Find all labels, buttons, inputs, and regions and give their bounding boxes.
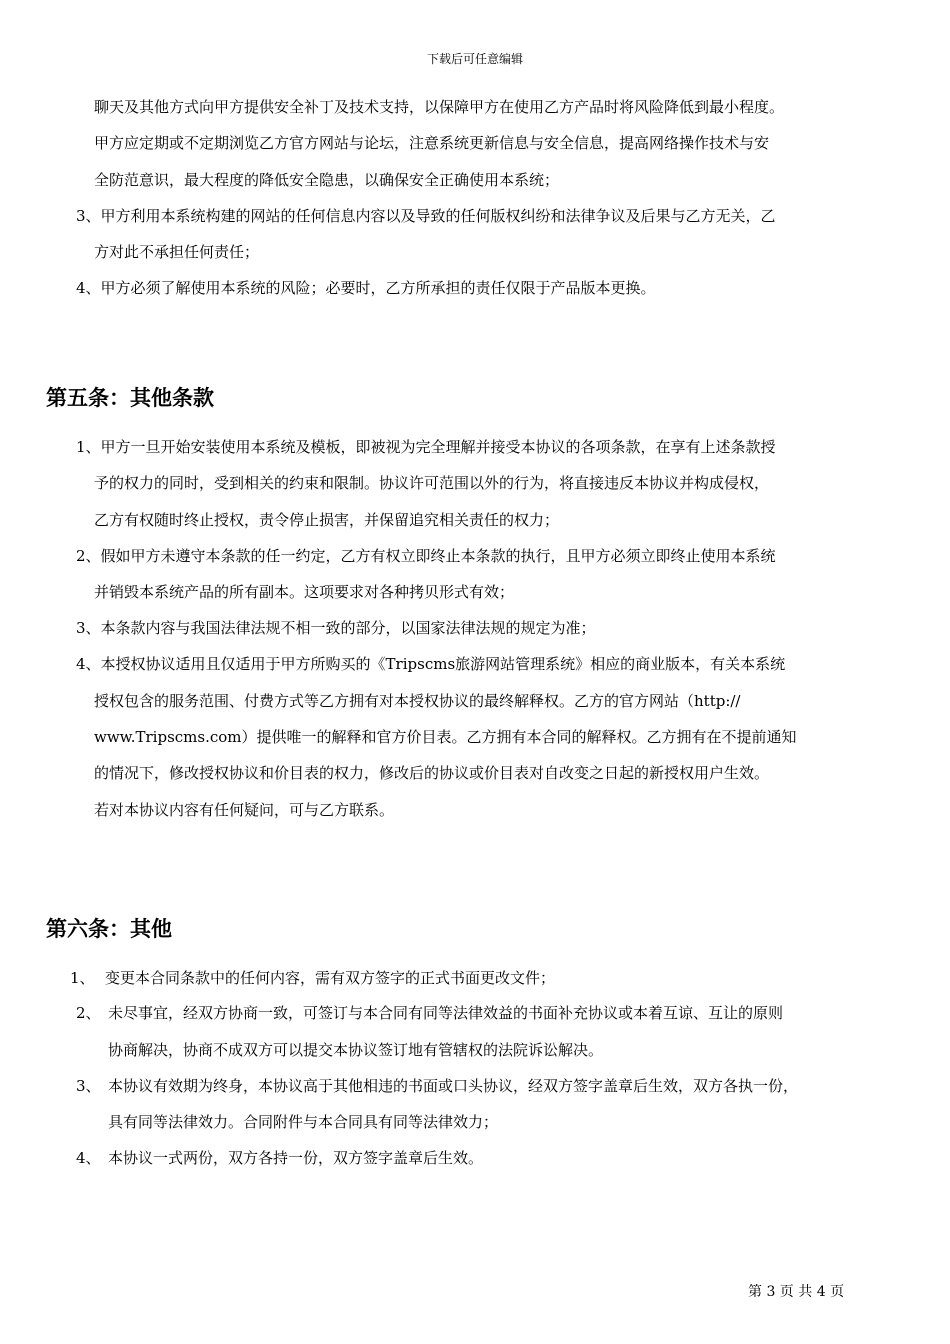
page-number: 第 3 页 共 4 页 xyxy=(748,1284,845,1300)
section-6-item-3: 本协议有效期为终身，本协议高于其他相违的书面或口头协议，经双方签字盖章后生效，双方各执一份， xyxy=(108,1077,799,1095)
section-6-item-2-number: 2、 xyxy=(76,1004,101,1022)
section-6-item-2: 未尽事宜，经双方协商一致，可签订与本合同有同等法律效益的书面补充协议或本着互谅、互让的原则 xyxy=(108,1004,784,1022)
section-6-item-3-cont: 具有同等法律效力。合同附件与本合同具有同等法律效力； xyxy=(108,1113,499,1131)
section-5-item-3: 3、本条款内容与我国法律法规不相一致的部分，以国家法律法规的规定为准； xyxy=(76,619,596,637)
section-5-item-4-cont: 若对本协议内容有任何疑问，可与乙方联系。 xyxy=(94,801,395,819)
section-5-item-4: 4、本授权协议适用且仅适用于甲方所购买的《Tripscms旅游网站管理系统》相应的商业版本，有关本系统 xyxy=(76,655,786,673)
section-6-item-1-number: 1、 xyxy=(70,969,95,987)
section-5-item-2: 2、假如甲方未遵守本条款的任一约定，乙方有权立即终止本条款的执行，且甲方必须立即终止使用本系统 xyxy=(76,547,776,565)
list-item-4: 4、甲方必须了解使用本系统的风险；必要时，乙方所承担的责任仅限于产品版本更换。 xyxy=(76,279,656,297)
section-5-item-4-cont: 授权包含的服务范围、付费方式等乙方拥有对本授权协议的最终解释权。乙方的官方网站（http:// xyxy=(94,692,741,710)
section-5-item-1: 1、甲方一旦开始安装使用本系统及模板，即被视为完全理解并接受本协议的各项条款，在享有上述条款授 xyxy=(76,438,776,456)
paragraph-line: 聊天及其他方式向甲方提供安全补丁及技术支持，以保障甲方在使用乙方产品时将风险降低到最小程度。 xyxy=(94,98,785,116)
paragraph-line: 甲方应定期或不定期浏览乙方官方网站与论坛，注意系统更新信息与安全信息，提高网络操作技术与安 xyxy=(94,134,770,152)
list-item-3-cont: 方对此不承担任何责任； xyxy=(94,243,260,261)
section-5-item-4-cont: 的情况下，修改授权协议和价目表的权力，修改后的协议或价目表对自改变之日起的新授权用户生效。 xyxy=(94,764,770,782)
section-5-item-2-cont: 并销毁本系统产品的所有副本。这项要求对各种拷贝形式有效； xyxy=(94,583,515,601)
section-5-title: 第五条：其他条款 xyxy=(46,385,214,410)
section-6-item-1: 变更本合同条款中的任何内容，需有双方签字的正式书面更改文件； xyxy=(105,969,556,987)
page-header: 下载后可任意编辑 xyxy=(426,52,523,66)
paragraph-line: 全防范意识，最大程度的降低安全隐患，以确保安全正确使用本系统； xyxy=(94,171,560,189)
section-6-item-2-cont: 协商解决，协商不成双方可以提交本协议签订地有管辖权的法院诉讼解决。 xyxy=(108,1041,604,1059)
section-5-item-1-cont: 乙方有权随时终止授权，责令停止损害，并保留追究相关责任的权力； xyxy=(94,511,560,529)
section-5-item-4-cont: www.Tripscms.com）提供唯一的解释和官方价目表。乙方拥有本合同的解释权。乙方拥有在不提前通知 xyxy=(94,728,797,746)
section-5-item-1-cont: 予的权力的同时，受到相关的约束和限制。协议许可范围以外的行为，将直接违反本协议并构成侵权， xyxy=(94,474,770,492)
section-6-item-4: 本协议一式两份，双方各持一份，双方签字盖章后生效。 xyxy=(108,1149,484,1167)
section-6-item-4-number: 4、 xyxy=(76,1149,101,1167)
section-6-item-3-number: 3、 xyxy=(76,1077,101,1095)
section-6-title: 第六条：其他 xyxy=(46,916,172,941)
list-item-3: 3、甲方利用本系统构建的网站的任何信息内容以及导致的任何版权纠纷和法律争议及后果与乙方无关，乙 xyxy=(76,207,776,225)
